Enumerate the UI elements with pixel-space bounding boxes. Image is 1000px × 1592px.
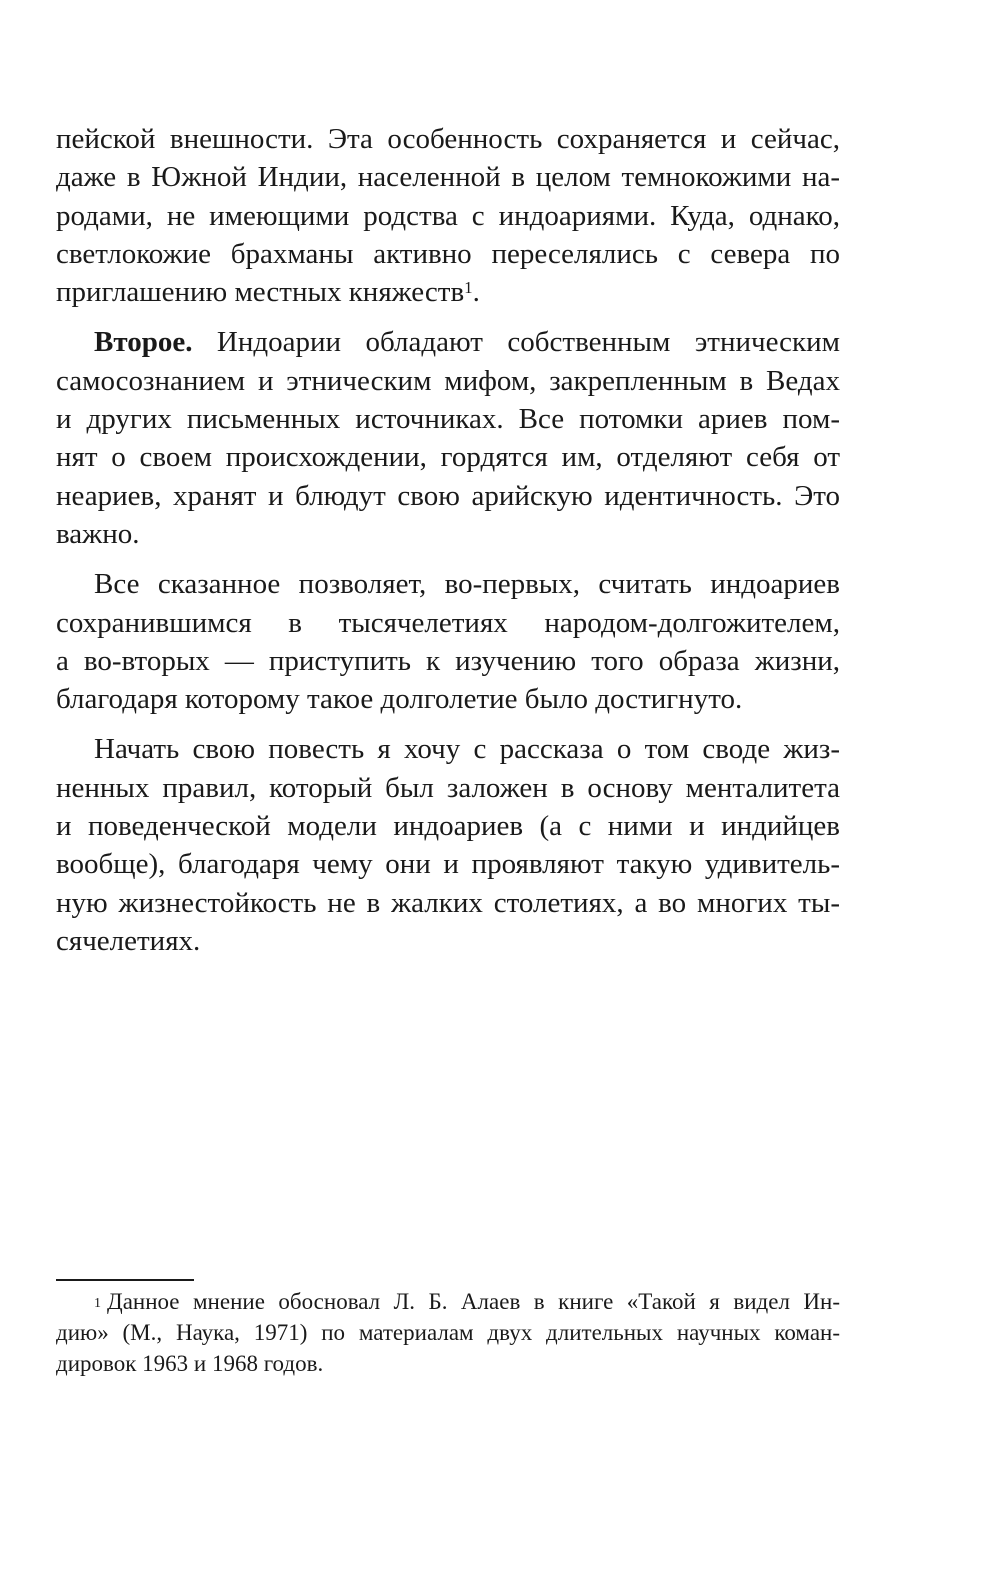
text-line: ную жизнестойкость не в жалких столетиях, а во многих ты- bbox=[56, 886, 840, 919]
footnote-line bbox=[56, 1286, 840, 1317]
text-line: и других письменных источниках. Все потомки ариев пом- bbox=[56, 403, 840, 436]
text-line: сячелетиях. bbox=[56, 924, 201, 957]
paragraph-lead-heading: Второе. bbox=[94, 326, 193, 359]
text-line: даже в Южной Индии, населенной в целом темнокожими на- bbox=[56, 161, 840, 194]
footnote bbox=[56, 1286, 840, 1379]
text-line: вообще), благодаря чему они и проявляют такую удивитель- bbox=[56, 848, 840, 881]
text-line: ненных правил, который был заложен в основу менталитета bbox=[56, 771, 840, 804]
text-line: Все сказанное позволяет, во-первых, считать индоариев bbox=[94, 568, 840, 601]
paragraph-1 bbox=[56, 120, 840, 311]
footnote-reference[interactable]: 1 bbox=[464, 278, 473, 298]
text-line bbox=[56, 273, 840, 311]
text-line-suffix: . bbox=[472, 276, 480, 309]
footnote-line-content: Данное мнение обосновал Л. Б. Алаев в книге «Такой я видел Ин- bbox=[107, 1289, 840, 1314]
text-line: самосознанием и этническим мифом, закрепленным в Ведах bbox=[56, 364, 840, 397]
paragraph-3 bbox=[56, 565, 840, 718]
text-line: неариев, хранят и блюдут свою арийскую идентичность. Это bbox=[56, 479, 840, 512]
text-line-content: приглашению местных княжеств bbox=[56, 276, 465, 309]
text-line: Начать свою повесть я хочу с рассказа о том своде жиз- bbox=[94, 733, 840, 766]
text-line: родами, не имеющими родства с индоариями. Куда, однако, bbox=[56, 199, 840, 232]
text-line: светлокожие брахманы активно переселялись с севера по bbox=[56, 237, 840, 270]
paragraph-4 bbox=[56, 730, 840, 960]
text-line: и поведенческой модели индоариев (а с ними и индийцев bbox=[56, 810, 840, 843]
text-line: нят о своем происхождении, гордятся им, отделяют себя от bbox=[56, 441, 840, 474]
footnote-divider bbox=[56, 1279, 194, 1281]
footnote-number: 1 bbox=[94, 1296, 101, 1311]
paragraph-2 bbox=[56, 323, 840, 553]
main-text bbox=[56, 120, 840, 972]
text-line bbox=[56, 323, 840, 361]
text-line: сохранившимся в тысячелетиях народом-долгожителем, bbox=[56, 606, 840, 639]
text-line-content: Индоарии обладают собственным этническим bbox=[192, 326, 840, 359]
text-line: благодаря которому такое долголетие было достигнуто. bbox=[56, 683, 743, 716]
text-line: пейской внешности. Эта особенность сохраняется и сейчас, bbox=[56, 123, 840, 155]
footnote-line: дировок 1963 и 1968 годов. bbox=[56, 1351, 324, 1376]
text-line: а во-вторых — приступить к изучению того образа жизни, bbox=[56, 644, 840, 677]
footnote-line: дию» (М., Наука, 1971) по материалам двух длительных научных коман- bbox=[56, 1320, 840, 1345]
text-line: важно. bbox=[56, 517, 140, 550]
